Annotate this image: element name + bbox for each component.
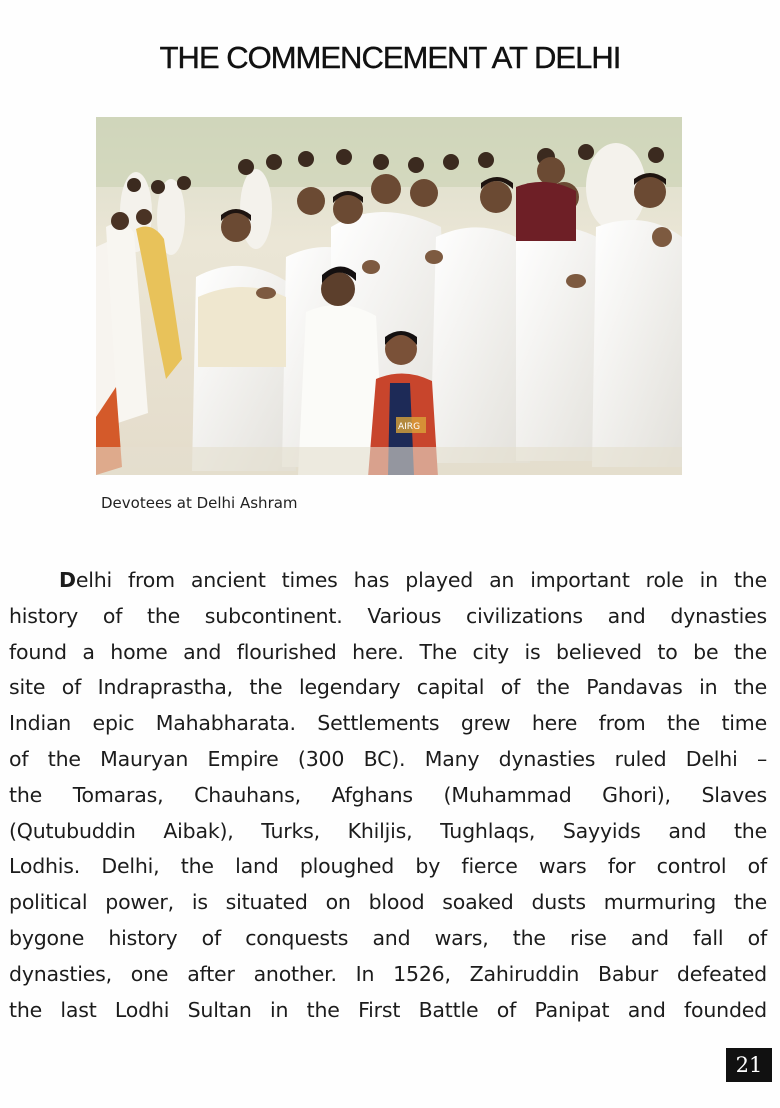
article-line: political power, is situated on blood soaked dusts murmuring the [9,890,767,915]
page-number: 21 [726,1048,772,1082]
article-line: found a home and flourished here. The city is believed to be the [9,639,767,664]
drop-cap: D [59,568,76,592]
article-line: the last Lodhi Sultan in the First Battle of Panipat and founded [9,997,767,1022]
devotees-photo [96,117,682,475]
article-line: the Tomaras, Chauhans, Afghans (Muhammad Ghori), Slaves [9,782,767,807]
article-line: Indian epic Mahabharata. Settlements grew here from the time [9,711,767,736]
article-line: Lodhis. Delhi, the land ploughed by fierce wars for control of [9,854,767,879]
article-line: bygone history of conquests and wars, the rise and fall of [9,925,767,950]
article-line: dynasties, one after another. In 1526, Zahiruddin Babur defeated [9,961,767,986]
shirt-print: AIRG [398,422,421,432]
article-line: Delhi from ancient times has played an important role in the [59,568,767,592]
article-line: site of Indraprastha, the legendary capital of the Pandavas in the [9,675,767,700]
article-line: (Qutubuddin Aibak), Turks, Khiljis, Tughlaqs, Sayyids and the [9,818,767,843]
article-line: of the Mauryan Empire (300 BC). Many dynasties ruled Delhi – [9,746,767,771]
photo-caption: Devotees at Delhi Ashram [101,494,298,512]
page-title: THE COMMENCEMENT AT DELHI [159,40,621,75]
article-body [9,563,767,1028]
article-line: history of the subcontinent. Various civilizations and dynasties [9,603,767,628]
